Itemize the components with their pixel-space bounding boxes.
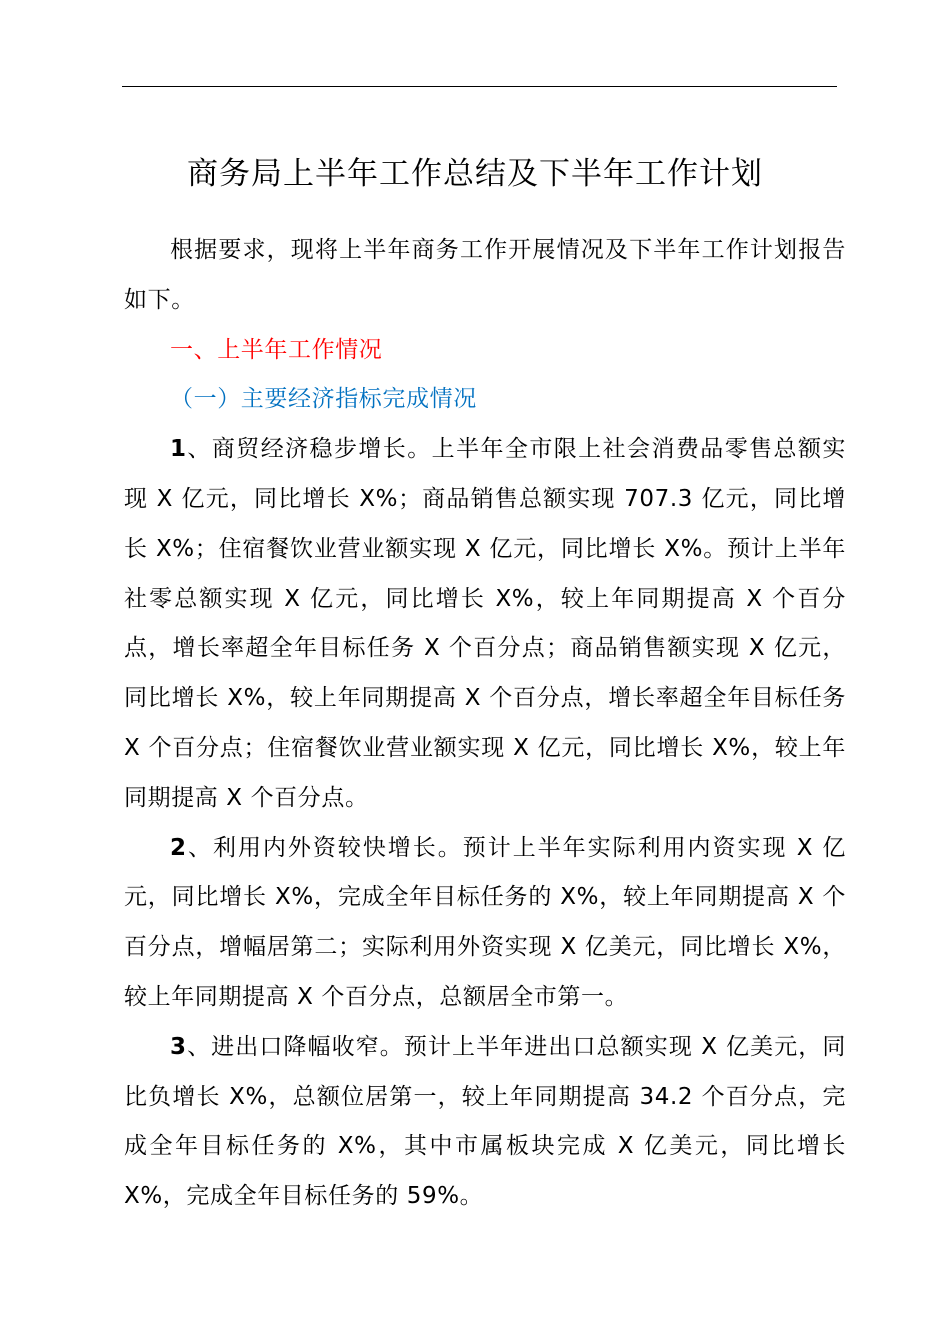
item-paragraph-2 — [124, 824, 846, 1023]
header-rule — [122, 86, 837, 87]
item-text: 、商贸经济稳步增长。上半年全市限上社会消费品零售总额实现 X 亿元，同比增长 X%；商品销售总额实现 707.3 亿元，同比增长 X%；住宿餐饮业营业额实现 X 亿元，同比增长 X%。预计上半年社零总额实现 X 亿元，同比增长 X%，较上年同期提高 X 个百分点，增长率超全年目标任务 X 个百分点；商品销售额实现 X 亿元，同比增长 X%，较上年同期提高 X 个百分点，增长率超全年目标任务 X 个百分点；住宿餐饮业营业额实现 X 亿元，同比增长 X%，较上年同期提高 X 个百分点。 — [124, 436, 846, 811]
item-number: 2 — [170, 834, 187, 861]
item-number: 3 — [170, 1033, 187, 1060]
intro-paragraph: 根据要求，现将上半年商务工作开展情况及下半年工作计划报告如下。 — [124, 237, 846, 313]
item-number: 1 — [170, 436, 187, 463]
item-paragraph-1 — [124, 425, 846, 823]
item-text: 、进出口降幅收窄。预计上半年进出口总额实现 X 亿美元，同比负增长 X%，总额位居第一，较上年同期提高 34.2 个百分点，完成全年目标任务的 X%，其中市属板块完成 X 亿美元，同比增长 X%，完成全年目标任务的 59%。 — [124, 1033, 846, 1210]
subsection-heading: （一）主要经济指标完成情况 — [170, 386, 477, 413]
item-text: 、利用内外资较快增长。预计上半年实际利用内资实现 X 亿元，同比增长 X%，完成全年目标任务的 X%，较上年同期提高 X 个百分点，增幅居第二；实际利用外资实现 X 亿美元，同比增长 X%，较上年同期提高 X 个百分点，总额居全市第一。 — [124, 834, 846, 1010]
section-heading: 一、上半年工作情况 — [170, 336, 383, 363]
document-title: 商务局上半年工作总结及下半年工作计划 — [187, 156, 763, 192]
item-paragraph-3 — [124, 1023, 846, 1222]
document-body — [124, 226, 846, 1222]
